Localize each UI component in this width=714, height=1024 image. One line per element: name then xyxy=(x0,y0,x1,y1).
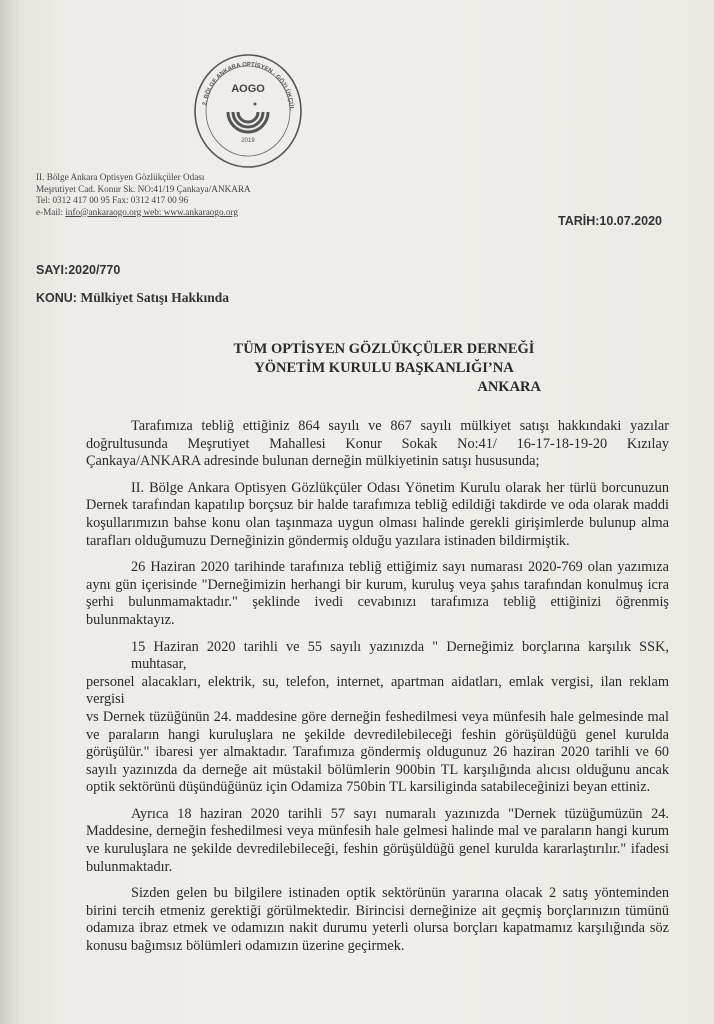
body-paragraph xyxy=(86,559,669,629)
paragraph-line: Çankaya/ANKARA adresinde bulunan derneğin mülkiyetinin satışı hususunda; xyxy=(86,453,540,470)
paragraph-line: görüşülür." ibaresi yer almaktadır. Tarafımıza göndermiş oldugunuz 26 haziran 2020 tarihli ve 60 xyxy=(86,744,669,761)
paragraph-line: Tarafımıza tebliğ ettiğiniz 864 sayılı ve 867 sayılı mülkiyet satışı hakkındaki yazılar xyxy=(131,418,669,434)
document-subject xyxy=(36,290,229,306)
recipient-line-2: YÖNETİM KURULU BAŞKANLIĞI’NA xyxy=(254,360,514,376)
aogo-logo-seal xyxy=(192,52,304,170)
body-paragraph xyxy=(86,639,669,797)
org-phone-fax: Tel: 0312 417 00 95 Fax: 0312 417 00 96 xyxy=(36,195,189,205)
org-contact xyxy=(36,207,238,219)
recipient-city: ANKARA xyxy=(477,379,541,395)
paragraph-line: Ayrıca 18 haziran 2020 tarihli 57 sayı numaralı yazınızda "Dernek tüzüğumüzün 24. xyxy=(131,805,669,822)
letter-body xyxy=(86,418,669,965)
svg-text:2019: 2019 xyxy=(241,138,255,144)
email-web-link[interactable]: info@ankaraogo.org web: www.ankaraogo.org xyxy=(65,206,238,217)
email-label: e-Mail: xyxy=(36,206,66,217)
body-paragraph xyxy=(86,418,669,471)
svg-text:2. BÖLGE ANKARA OPTİSYEN - GÖZ: 2. BÖLGE ANKARA OPTİSYEN - GÖZLÜKÇÜL xyxy=(202,61,295,111)
body-paragraph xyxy=(86,806,669,876)
paragraph-line: 26 Haziran 2020 tarihinde tarafınıza tebliğ ettiğimiz sayı numarası 2020-769 olan yazımıza xyxy=(131,559,669,576)
paragraph-line: optik sektörünü düşündüğünüz için Odamiza 750bin TL karsiliginda satabileceğinizi beyan ettiniz. xyxy=(86,779,651,796)
paragraph-line: şerhi bulunmamaktadır." şeklinde ivedi cevabınızı tarafımıza tebliğ ettiğinizi öğrenmiş xyxy=(86,594,669,611)
paragraph-line: personel alacakları, elektrik, su, telefon, internet, apartman aidatları, emlak vergisi, ilan reklam vergisi xyxy=(86,673,669,708)
paragraph-line: vs Dernek tüzüğünün 24. maddesine göre derneğin feshedilmesi veya münfesih hale gelmesinde mal xyxy=(86,708,669,725)
paragraph-line: doğrultusunda Meşrutiyet Mahallesi Konur Sokak No:41/ 16-17-18-19-20 Kızılay xyxy=(86,435,669,452)
paragraph-line: Dernek tarafından kapatılıp borçsuz bir halde tarafımıza tebliğ edildiği takdirde ve oda olarak maddi xyxy=(86,497,669,514)
org-address: Meşrutiyet Cad. Konur Sk. NO:41/19 Çankaya/ANKARA xyxy=(36,183,251,194)
paragraph-line: Sizden gelen bu bilgilere istinaden optik sektörünün yararına olacak 2 satış yönteminden xyxy=(131,885,669,902)
body-paragraph xyxy=(86,480,669,550)
document-number: SAYI:2020/770 xyxy=(36,263,121,277)
paragraph-line: sayılı yazınızda da derneğe ait müstakil bölümlerin 900bin TL karşılığında alıcısı olduğunu ancak xyxy=(86,761,669,778)
body-paragraph xyxy=(86,885,669,955)
subject-value: Mülkiyet Satışı Hakkında xyxy=(80,290,229,305)
paragraph-line: odamıza ibraz etmek ve odamızın nakit durumu yeterli olursa borçları kapatmamız karşılığında söz xyxy=(86,920,669,937)
org-name: II. Bölge Ankara Optisyen Gözlükçüler Odası xyxy=(36,172,205,182)
paragraph-line: bulunmaktayız. xyxy=(86,611,175,628)
paragraph-line: 15 Haziran 2020 tarihli ve 55 sayılı yazınızda " Derneğimiz borçlarına karşılık SSK, muhtasar, xyxy=(131,638,669,673)
paragraph-line: konusu bağımsız bölümleri odamızın üzerine geçirmek. xyxy=(86,938,405,955)
paragraph-line: koşullarımızın bahse konu olan taşınmaza uygun olması halinde gerekli girişimlerde bulunup alma xyxy=(86,514,669,531)
recipient-line-1: TÜM OPTİSYEN GÖZLÜKÇÜLER DERNEĞİ xyxy=(233,341,535,357)
paragraph-line: bulunmaktadır. xyxy=(86,858,173,875)
paragraph-line: ve kuruluşlara ne şekilde devredilebileceği, feshin görüşüldüğü genel kurulda kararlaştırılır." ifadesi xyxy=(86,841,669,858)
document-date: TARİH:10.07.2020 xyxy=(558,214,662,228)
paragraph-line: II. Bölge Ankara Optisyen Gözlükçüler Odası Yönetim Kurulu olarak her türlü borcunuzun xyxy=(131,479,669,496)
paragraph-line: Maddesine, derneğin feshedilmesi veya münfesih hale gelmesi halinde mal ve paraların hangi kurum xyxy=(86,823,669,840)
subject-label: KONU: xyxy=(36,291,81,305)
paragraph-line: aynı gün içerisinde "Derneğimizin herhangi bir kurum, kuruluş veya şahıs tarafından konulmuş icra xyxy=(86,576,669,593)
paragraph-line: tarafları olduğumuzu Derneğinizin göndermiş olduğu yazılara istinaden bildirmiştik. xyxy=(86,532,570,549)
svg-text:AOGO: AOGO xyxy=(231,83,265,95)
paragraph-line: ve paraların hangi kuruluşlara ne şekilde devredilebileceği feshin görüşüldüğü genel kurulda xyxy=(86,726,669,743)
paragraph-line: birini tercih etmeniz gerektiği görülmektedir. Birincisi derneğinize ait geçmiş borçlarınızın tümünü xyxy=(86,902,669,919)
